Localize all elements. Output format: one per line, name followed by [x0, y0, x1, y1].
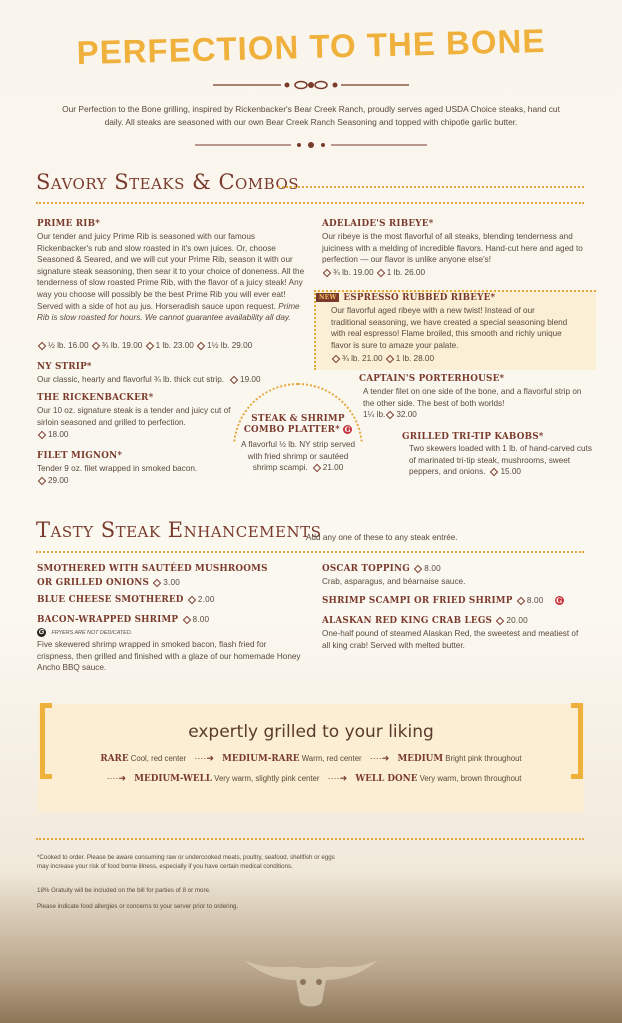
arrow-icon: ····➜: [106, 773, 127, 783]
kabobs-name: GRILLED TRI-TIP KABOBS*: [402, 432, 544, 442]
prime-rib-name: PRIME RIB*: [37, 219, 101, 229]
diamond-bullet-icon: [377, 269, 385, 277]
doneness-row-2: ····➜ MEDIUM-WELL Very warm, slightly pink center ····➜ WELL DONE Very warm, brown throughout: [106, 773, 522, 784]
diamond-bullet-icon: [38, 431, 46, 439]
espresso-desc: Our flavorful aged ribeye with a new twist! Instead of our traditional seasoning, we have created a special seasoning blend with real espresso! Flame broiled, this smooth and richly unique flavor is sure to amaze your palate.: [331, 306, 568, 350]
diamond-bullet-icon: [92, 342, 100, 350]
adelaide-name: ADELAIDE'S RIBEYE*: [322, 219, 434, 229]
diamond-bullet-icon: [386, 355, 394, 363]
blue-cheese-name: BLUE CHEESE SMOTHERED 2.00: [37, 595, 215, 605]
porterhouse-name: CAPTAIN'S PORTERHOUSE*: [359, 374, 505, 384]
bacon-shrimp-desc: Five skewered shrimp wrapped in smoked bacon, flash fried for crispness, then grilled and finished with a glaze of our homemade Honey Ancho BBQ sauce.: [37, 640, 301, 673]
diamond-bullet-icon: [496, 617, 504, 625]
gluten-free-icon: G: [344, 425, 351, 434]
diamond-bullet-icon: [323, 269, 331, 277]
arrow-icon: ····➜: [369, 753, 390, 763]
enhancements-subheading: Add any one of these to any steak entrée.: [306, 533, 458, 542]
diamond-bullet-icon: [38, 342, 46, 350]
espresso-name: NEW ESPRESSO RUBBED RIBEYE*: [316, 293, 495, 303]
diamond-bullet-icon: [182, 616, 190, 624]
prime-rib-prices: ½ lb. 16.00 ¾ lb. 19.00 1 lb. 23.00 1½ lb. 29.00: [37, 341, 307, 350]
adelaide-desc: Our ribeye is the most flavorful of all steaks, blending tenderness and juiciness with a melding of incredible flavors. Hand-cut here and aged to perfection — our flavor is unlike anyone else's!: [322, 232, 583, 265]
combo-desc: A flavorful ½ lb. NY strip served with fried shrimp or sautéed shrimp scampi. 21.00: [240, 440, 356, 473]
prime-rib-desc: Our tender and juicy Prime Rib is seasoned with our famous Rickenbacker's rub and slow roasted in it's own juices. Or, choose Seasoned & Seared, and we will cut your Prime Rib, season it with our signature steak seasoning, then sear it to your choice of doneness. All the tenderness of slow roasted Prime Rib, with the flavor of a juicy steak! Any way you choose will possibly be the best Prime Rib you will ever eat! Served with a side of hot au jus. Horseradish sauce upon request. Prime Rib is slow roasted for hours. We cannot guarantee availability all day.: [37, 232, 305, 323]
diamond-bullet-icon: [230, 376, 238, 384]
dotted-divider: [36, 838, 584, 840]
enhancements-heading: Tasty Steak Enhancements: [36, 518, 322, 542]
page-title: PERFECTION TO THE BONE: [76, 21, 546, 72]
combo-name: STEAK & SHRIMP COMBO PLATTER* G: [243, 414, 351, 435]
new-badge: NEW: [316, 293, 339, 302]
porterhouse-price: 1¼ lb. 32.00: [363, 410, 417, 419]
disclaimer-text: *Cooked to order. Please be aware consuming raw or undercooked meats, poultry, seafood, shellfish or eggs may increase your risk of food borne illness, especially if you have certain medical conditions.: [37, 854, 335, 870]
ornament-divider-icon: [211, 78, 411, 92]
arrow-icon: ····➜: [194, 753, 214, 763]
diamond-bullet-icon: [414, 565, 422, 573]
kabobs-desc: Two skewers loaded with 1 lb. of hand-carved cuts of marinated tri-tip steak, mushrooms, sweet peppers, and onions. 15.00: [409, 444, 592, 477]
gratuity-text: 18% Gratuity will be included on the bill for parties of 8 or more.: [37, 887, 211, 894]
diamond-bullet-icon: [145, 342, 153, 350]
diamond-bullet-icon: [386, 411, 394, 419]
adelaide-prices: ¾ lb. 19.00 1 lb. 26.00: [322, 268, 425, 277]
arrow-icon: ····➜: [327, 773, 348, 783]
doneness-title: expertly grilled to your liking: [188, 722, 434, 742]
diamond-bullet-icon: [38, 477, 46, 485]
gluten-free-icon: G: [556, 596, 563, 605]
porterhouse-desc: A tender filet on one side of the bone, and a flavorful strip on the other side. The best of both worlds!: [363, 387, 582, 408]
rule-divider-icon: [195, 140, 427, 150]
dotted-divider: [278, 186, 584, 188]
fryer-note: G FRYERS ARE NOT DEDICATED.: [38, 629, 133, 636]
diamond-bullet-icon: [197, 342, 205, 350]
dotted-divider: [36, 551, 584, 553]
diamond-bullet-icon: [313, 464, 321, 472]
diamond-bullet-icon: [490, 468, 498, 476]
filet-name: FILET MIGNON*: [37, 451, 123, 461]
espresso-prices: ¾ lb. 21.00 1 lb. 28.00: [331, 354, 434, 363]
ny-strip-desc: Our classic, hearty and flavorful ¾ lb. thick cut strip. 19.00: [37, 375, 261, 384]
crab-legs-desc: One-half pound of steamed Alaskan Red, the sweetest and meatiest of all king crab! Served with melted butter.: [322, 629, 579, 650]
allergy-text: Please indicate food allergies or concerns to your server prior to ordering.: [37, 903, 239, 910]
rickenbacker-desc: Our 10 oz. signature steak is a tender and juicy cut of sirloin seasoned and grilled to perfection.: [37, 406, 231, 427]
crab-legs-name: ALASKAN RED KING CRAB LEGS 20.00: [322, 616, 528, 626]
diamond-bullet-icon: [517, 597, 525, 605]
oscar-name: OSCAR TOPPING 8.00: [322, 564, 441, 574]
diamond-bullet-icon: [188, 596, 196, 604]
filet-price: 29.00: [37, 476, 69, 485]
rickenbacker-name: THE RICKENBACKER*: [37, 393, 154, 403]
scampi-name: SHRIMP SCAMPI OR FRIED SHRIMP 8.00 G: [322, 596, 563, 606]
ny-strip-name: NY STRIP*: [37, 362, 92, 372]
dotted-divider: [36, 202, 584, 204]
doneness-row-1: RARE Cool, red center ····➜ MEDIUM-RARE Warm, red center ····➜ MEDIUM Bright pink throughout: [100, 753, 522, 764]
gluten-free-icon: G: [38, 629, 45, 636]
filet-desc: Tender 9 oz. filet wrapped in smoked bacon.: [37, 464, 198, 473]
rickenbacker-price: 18.00: [37, 430, 69, 439]
diamond-bullet-icon: [153, 579, 161, 587]
intro-text: Our Perfection to the Bone grilling, inspired by Rickenbacker's Bear Creek Ranch, proudly serves aged USDA Choice steaks, hand cut daily. All steaks are seasoned with our own Bear Creek Ranch Seasoning and topped with chipotle garlic butter.: [62, 104, 560, 127]
oscar-desc: Crab, asparagus, and béarnaise sauce.: [322, 577, 466, 586]
steaks-heading: Savory Steaks & Combos: [36, 170, 300, 194]
bacon-shrimp-name: BACON-WRAPPED SHRIMP 8.00: [37, 615, 210, 625]
smothered-name: SMOTHERED WITH SAUTÉED MUSHROOMS OR GRILLED ONIONS 3.00: [37, 564, 268, 588]
diamond-bullet-icon: [332, 355, 340, 363]
longhorn-skull-icon: [240, 942, 382, 1012]
